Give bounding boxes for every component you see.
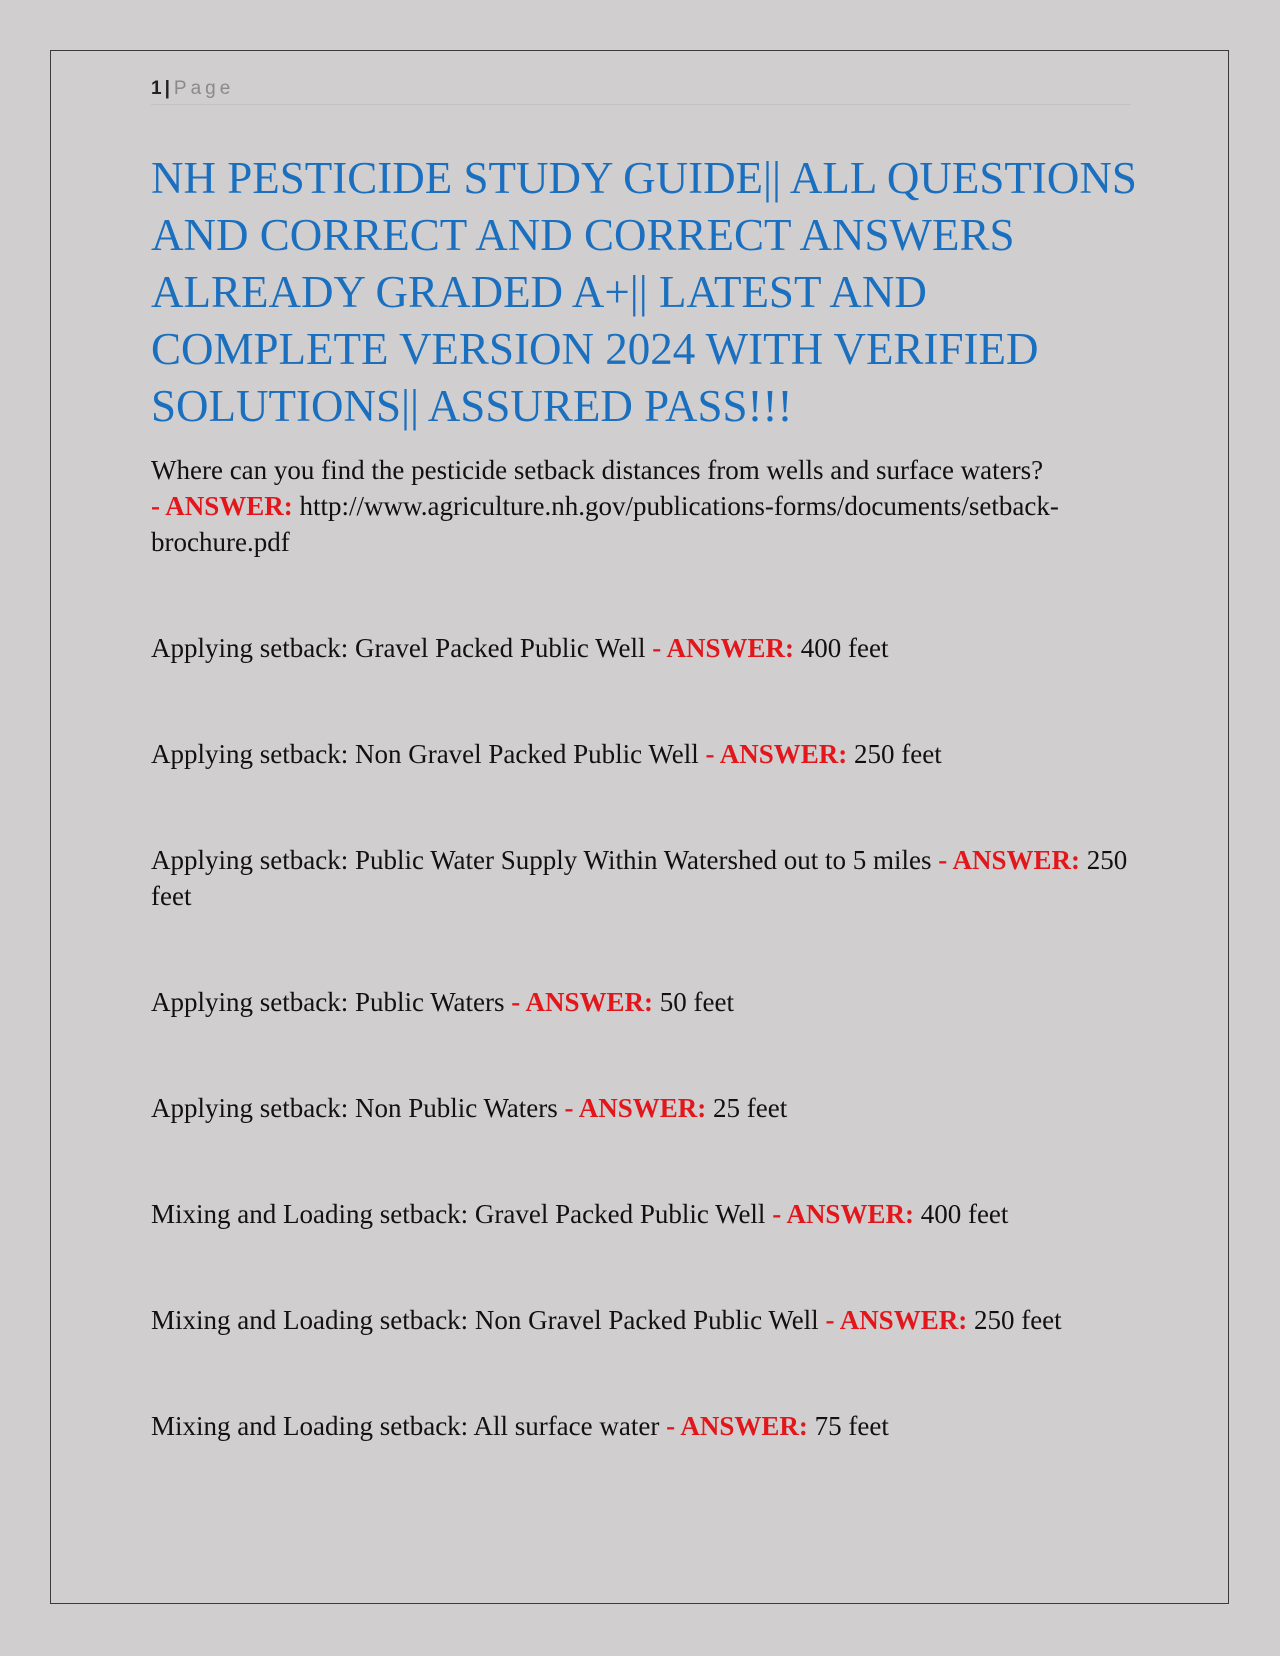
question-text: Applying setback: Non Public Waters <box>151 1093 558 1123</box>
question-text: Applying setback: Non Gravel Packed Public Well <box>151 739 699 769</box>
answer-text: 75 feet <box>814 1411 889 1441</box>
question-text: Mixing and Loading setback: Non Gravel Packed Public Well <box>151 1305 819 1335</box>
answer-label: - ANSWER: <box>938 845 1080 875</box>
answer-text: 250 feet <box>973 1305 1062 1335</box>
answer-text: 250 feet <box>853 739 942 769</box>
qa-item <box>151 452 1131 560</box>
answer-text: 25 feet <box>713 1093 788 1123</box>
answer-label: - ANSWER: <box>772 1199 914 1229</box>
qa-item <box>151 1302 1131 1338</box>
answer-label: - ANSWER: <box>511 987 654 1017</box>
answer-text: 250 feet <box>151 845 1128 911</box>
document-title: NH PESTICIDE STUDY GUIDE|| ALL QUESTIONS AND CORRECT AND CORRECT ANSWERS ALREADY GRADED A+|| LATEST AND COMPLETE VERSION 2024 WITH VERIFIED SOLUTIONS|| ASSURED PASS!!! <box>151 153 1137 431</box>
answer-label: - ANSWER: <box>825 1305 968 1335</box>
qa-item <box>151 984 1131 1020</box>
question-text: Mixing and Loading setback: Gravel Packed Public Well <box>151 1199 766 1229</box>
question-text: Applying setback: Public Waters <box>151 987 505 1017</box>
page-separator: | <box>164 78 170 99</box>
answer-label: - ANSWER: <box>666 1411 808 1441</box>
qa-item <box>151 842 1131 914</box>
answer-text: 400 feet <box>800 633 889 663</box>
page-header <box>151 78 1131 105</box>
qa-item <box>151 1090 1131 1126</box>
answer-text: http://www.agriculture.nh.gov/publications-forms/documents/setback-brochure.pdf <box>151 491 1059 557</box>
qa-item <box>151 630 1131 666</box>
qa-item <box>151 1408 1131 1444</box>
qa-item <box>151 736 1131 772</box>
answer-label: - ANSWER: <box>151 491 293 521</box>
page-number: 1 <box>151 78 162 99</box>
qa-list <box>151 452 1131 1514</box>
question-text: Where can you find the pesticide setback distances from wells and surface waters? <box>151 455 1044 485</box>
answer-label: - ANSWER: <box>564 1093 707 1123</box>
question-text: Applying setback: Public Water Supply Within Watershed out to 5 miles <box>151 845 932 875</box>
answer-label: - ANSWER: <box>652 633 794 663</box>
question-text: Mixing and Loading setback: All surface water <box>151 1411 660 1441</box>
answer-label: - ANSWER: <box>705 739 848 769</box>
question-text: Applying setback: Gravel Packed Public Well <box>151 633 646 663</box>
answer-text: 50 feet <box>659 987 735 1017</box>
page-word: Page <box>173 78 235 99</box>
qa-item <box>151 1196 1131 1232</box>
answer-text: 400 feet <box>920 1199 1009 1229</box>
